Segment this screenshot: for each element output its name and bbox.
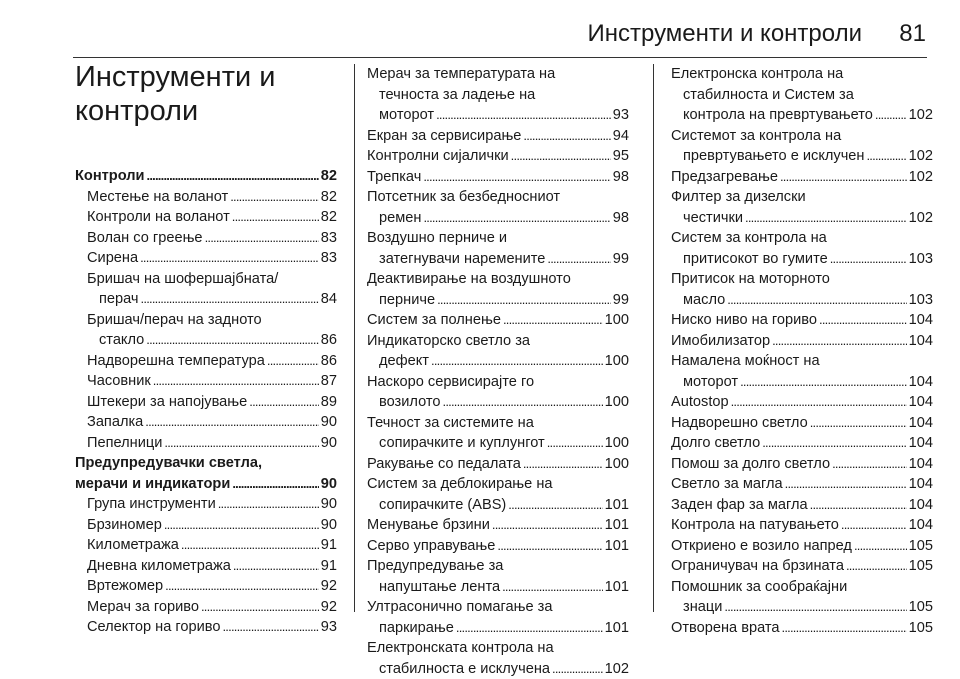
toc-entry[interactable]: Светло за магла . . . 104: [671, 474, 933, 495]
toc-entry[interactable]: Контролни сијалички . . . 95: [367, 146, 629, 167]
toc-entry[interactable]: Серво управување . . . 101: [367, 536, 629, 557]
toc-entry[interactable]: Наскоро сервисирајте го возилото . . . 100: [367, 372, 629, 413]
column-divider: [354, 64, 355, 612]
page-number: 81: [899, 20, 926, 47]
toc-entry[interactable]: Менување брзини . . . 101: [367, 515, 629, 536]
toc-entry[interactable]: Запалка . . . 90: [75, 412, 337, 433]
toc-entry[interactable]: Вртежомер . . . 92: [75, 576, 337, 597]
toc-entry[interactable]: Откриено е возило напред . . . 105: [671, 536, 933, 557]
toc-column-3: [671, 64, 933, 638]
toc-entry[interactable]: Екран за сервисирање . . . 94: [367, 126, 629, 147]
toc-entry[interactable]: Филтер за дизелски честички . . . 102: [671, 187, 933, 228]
toc-entry[interactable]: Надворешно светло . . . 104: [671, 413, 933, 434]
toc-entry[interactable]: Часовник . . . 87: [75, 371, 337, 392]
toc-entry[interactable]: Контрола на патувањето . . . 104: [671, 515, 933, 536]
toc-entry[interactable]: Брзиномер . . . 90: [75, 515, 337, 536]
toc-entry[interactable]: Пепелници . . . 90: [75, 433, 337, 454]
toc-entry[interactable]: Autostop . . . 104: [671, 392, 933, 413]
column-divider: [653, 64, 654, 612]
toc-entry[interactable]: Мерач за гориво . . . 92: [75, 597, 337, 618]
toc-entry[interactable]: Систем за полнење . . . 100: [367, 310, 629, 331]
toc-entry[interactable]: Деактивирање на воздушното перниче . . . 99: [367, 269, 629, 310]
toc-entry[interactable]: Течност за системите на сопирачките и куплунгот . . . 100: [367, 413, 629, 454]
toc-entry[interactable]: Километража . . . 91: [75, 535, 337, 556]
toc-section-controls[interactable]: Контроли . . . 82: [75, 166, 337, 187]
header-rule: [73, 57, 927, 58]
toc-entry[interactable]: Притисок на моторното масло . . . 103: [671, 269, 933, 310]
toc-entry[interactable]: Ограничувач на брзината . . . 105: [671, 556, 933, 577]
toc-column-1: [75, 60, 337, 638]
running-header-title: Инструменти и контроли: [587, 20, 862, 47]
page-header: [0, 0, 960, 58]
toc-entry[interactable]: Ракување со педалата . . . 100: [367, 454, 629, 475]
toc-entry[interactable]: Електронската контрола на стабилноста е исклучена . . . 102: [367, 638, 629, 679]
toc-entry[interactable]: Дневна километража . . . 91: [75, 556, 337, 577]
toc-entry[interactable]: Ултрасонично помагање за паркирање . . . 101: [367, 597, 629, 638]
chapter-title: Инструменти и контроли: [75, 61, 276, 127]
toc-column-2: [367, 64, 629, 679]
toc-entry[interactable]: Мерач за температурата на течноста за ладење на моторот . . . 93: [367, 64, 629, 126]
toc-entry[interactable]: Селектор на гориво . . . 93: [75, 617, 337, 638]
toc-entry[interactable]: Електронска контрола на стабилноста и Систем за контрола на превртувањето . . . 102: [671, 64, 933, 126]
toc-entry[interactable]: Група инструменти . . . 90: [75, 494, 337, 515]
toc-entry[interactable]: Ниско ниво на гориво . . . 104: [671, 310, 933, 331]
toc-entry[interactable]: Волан со греење . . . 83: [75, 228, 337, 249]
toc-entry[interactable]: Помошник за сообраќајни знаци . . . 105: [671, 577, 933, 618]
toc-section-warning-lights[interactable]: Предупредувачки светла, мерачи и индикатори . . . 90: [75, 453, 337, 494]
toc-entry[interactable]: Контроли на воланот . . . 82: [75, 207, 337, 228]
toc-entry[interactable]: Намалена моќност на моторот . . . 104: [671, 351, 933, 392]
toc-entry[interactable]: Штекери за напојување . . . 89: [75, 392, 337, 413]
toc-entry[interactable]: Систем за контрола на притисокот во гумите . . . 103: [671, 228, 933, 269]
toc-entry[interactable]: Надворешна температура . . . 86: [75, 351, 337, 372]
toc-entry[interactable]: Помош за долго светло . . . 104: [671, 454, 933, 475]
toc-entry[interactable]: Предупредување за напуштање лента . . . 101: [367, 556, 629, 597]
toc-entry[interactable]: Системот за контрола на превртувањето е исклучен . . . 102: [671, 126, 933, 167]
toc-entry[interactable]: Предзагревање . . . 102: [671, 167, 933, 188]
toc-entry[interactable]: Трепкач . . . 98: [367, 167, 629, 188]
toc-entry[interactable]: Индикаторско светло за дефект . . . 100: [367, 331, 629, 372]
toc-entry[interactable]: Отворена врата . . . 105: [671, 618, 933, 639]
toc-entry[interactable]: Заден фар за магла . . . 104: [671, 495, 933, 516]
toc-entry[interactable]: Местење на воланот . . . 82: [75, 187, 337, 208]
toc-entry[interactable]: Потсетник за безбедносниот ремен . . . 98: [367, 187, 629, 228]
toc-entry[interactable]: Бришач на шофершајбната/ перач . . . 84: [75, 269, 337, 310]
toc-entry[interactable]: Воздушно перниче и затегнувачи наремените . . . 99: [367, 228, 629, 269]
toc-entry[interactable]: Систем за деблокирање на сопирачките (ABS) . . . 101: [367, 474, 629, 515]
toc-entry[interactable]: Долго светло . . . 104: [671, 433, 933, 454]
toc-entry[interactable]: Сирена . . . 83: [75, 248, 337, 269]
toc-entry[interactable]: Имобилизатор . . . 104: [671, 331, 933, 352]
toc-entry[interactable]: Бришач/перач на задното стакло . . . 86: [75, 310, 337, 351]
